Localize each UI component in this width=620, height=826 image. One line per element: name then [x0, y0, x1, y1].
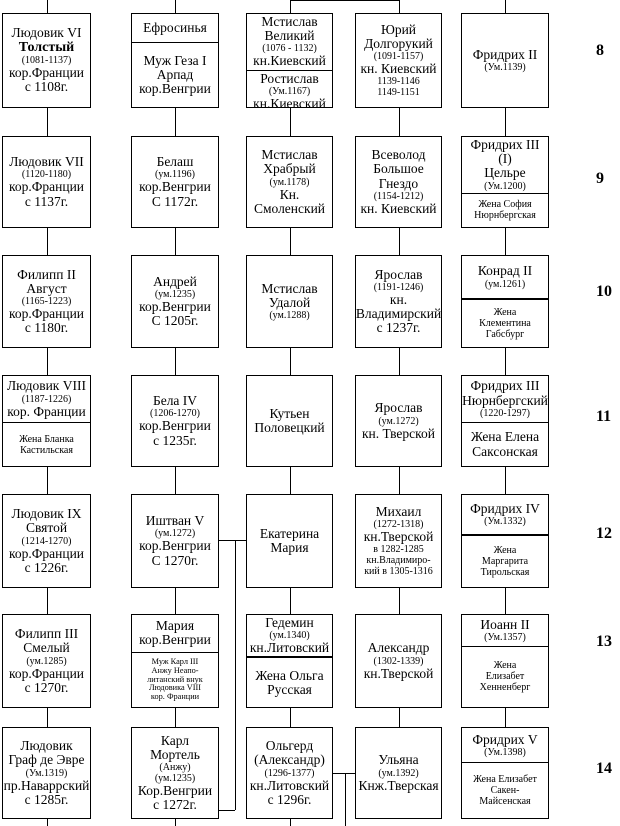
connector-line [47, 108, 48, 136]
person-text-line: (Ум.1398) [484, 746, 526, 758]
person-text-line: пр.Наваррский [3, 777, 90, 793]
person-text-line: кн. Киевский [360, 200, 437, 216]
person-text-line: кн.Киевский [253, 53, 326, 69]
spouse-section [462, 646, 548, 707]
person-text-line: С 1270г. [151, 552, 199, 568]
person-text-line: Владимирский [355, 306, 442, 321]
connector-line [505, 228, 506, 255]
connector-line [175, 0, 176, 13]
person-text-line: кор.Франции [8, 306, 85, 321]
person-text-line: Бела IV [152, 393, 198, 409]
person-text-line: Кн. [279, 186, 300, 202]
person-text-line: (ум.1261) [484, 278, 526, 290]
person-text-line: Жена Елена [470, 429, 540, 445]
person-box [131, 494, 219, 588]
person-text-line: (Александр) [254, 752, 325, 768]
person-text-line: Ростислав [260, 70, 319, 86]
person-text-line: Людовик [20, 738, 73, 754]
person-box [246, 13, 333, 108]
person-text-line: Клементина [479, 317, 531, 329]
person-main [3, 14, 90, 107]
person-text-line: Цельре [484, 165, 526, 181]
person-text-line: (ум.1235) [154, 288, 196, 300]
person-text-line: 1139-1146 [377, 76, 420, 88]
person-main [356, 495, 441, 587]
person-box [355, 255, 442, 348]
connector-line [47, 348, 48, 375]
person-text-line: кор.Франции [8, 179, 85, 195]
person-text-line: Жена Бланка [19, 433, 74, 445]
person-text-line: Кор.Венгрии [137, 783, 213, 798]
person-text-line: Ярослав [374, 266, 423, 282]
person-main [132, 256, 218, 347]
person-main [247, 728, 332, 818]
connector-line [47, 819, 48, 826]
person-text-line: (ум.1272) [154, 528, 196, 540]
person-text-line: Анжу Неапо- [151, 665, 199, 675]
person-text-line: (1081-1137) [21, 55, 72, 67]
person-text-line: с 1226г. [24, 559, 69, 575]
spouse-section [132, 652, 218, 707]
person-box [2, 375, 91, 467]
person-box [355, 13, 442, 108]
person-box [461, 13, 549, 108]
person-text-line: 1149-1151 [377, 87, 420, 99]
person-text-line: (1272-1318) [373, 519, 424, 530]
person-text-line: (Ум.1357) [484, 631, 526, 643]
marriage-line [345, 773, 346, 826]
person-main [3, 256, 90, 347]
person-box [246, 375, 333, 467]
person-box [246, 136, 333, 228]
spouse-section [462, 534, 548, 587]
person-text-line: (1206-1270) [150, 408, 200, 420]
person-text-line: Хенненберг [479, 682, 531, 694]
person-main [132, 615, 218, 652]
person-text-line: кн. Тверской [362, 425, 435, 441]
person-text-line: Кнж.Тверская [358, 777, 439, 793]
person-main [247, 137, 332, 227]
person-text-line: Людовик IX [11, 506, 82, 522]
spouse-section [462, 422, 548, 466]
spouse-section [247, 70, 332, 108]
person-box [131, 255, 219, 348]
person-text-line: с 1237г. [376, 320, 421, 336]
generation-number: 9 [596, 170, 604, 187]
generation-number: 14 [596, 760, 612, 777]
person-text-line: кий в 1305-1316 [364, 566, 433, 578]
person-text-line: Кастильская [20, 444, 73, 456]
person-text-line: Август [26, 280, 67, 296]
marriage-line [290, 0, 399, 1]
connector-line [505, 467, 506, 494]
person-text-line: (1076 - 1132) [262, 43, 317, 55]
person-text-line: Майсенская [479, 796, 531, 808]
person-text-line: С 1172г. [151, 193, 199, 209]
person-main [356, 14, 441, 107]
person-text-line: Нюрнбергская [474, 210, 536, 222]
person-text-line: Мстислав [261, 14, 318, 29]
person-text-line: Мстислав [261, 147, 318, 163]
person-text-line: (1165-1223) [21, 296, 72, 307]
person-main [132, 14, 218, 42]
connector-line [290, 819, 291, 826]
person-text-line: кн. Киевский [360, 61, 437, 77]
person-text-line: Удалой [268, 295, 311, 310]
person-main [356, 728, 441, 818]
person-text-line: Фридрих V [472, 731, 538, 747]
person-text-line: Жена Ольга [255, 667, 324, 683]
person-text-line: (1091-1157) [373, 51, 424, 63]
person-text-line: с 1180г. [24, 320, 69, 336]
person-text-line: кор.Франции [8, 65, 85, 81]
person-text-line: Иштван V [145, 513, 205, 529]
person-text-line: Юрий [380, 21, 417, 37]
person-text-line: с 1285г. [24, 791, 69, 807]
person-box [131, 13, 219, 108]
person-text-line: (Ум.1319) [25, 767, 68, 779]
person-main [462, 495, 548, 534]
person-text-line: с 1108г. [24, 79, 69, 95]
person-box [355, 614, 442, 708]
person-box [246, 494, 333, 588]
spouse-section [247, 656, 332, 707]
person-box [461, 727, 549, 819]
connector-line [290, 228, 291, 255]
person-box [2, 614, 91, 708]
person-text-line: Жена София [478, 199, 532, 211]
connector-line [175, 108, 176, 136]
person-main [462, 728, 548, 762]
spouse-section [3, 422, 90, 466]
person-text-line: (ум.1196) [155, 169, 195, 181]
person-main [3, 728, 90, 818]
person-text-line: (ум.1340) [269, 630, 310, 642]
person-text-line: С 1205г. [151, 313, 199, 329]
person-main [247, 256, 332, 347]
person-box [2, 13, 91, 108]
person-box [461, 614, 549, 708]
person-main [247, 14, 332, 70]
marriage-line [219, 810, 235, 811]
person-box [461, 494, 549, 588]
person-text-line: с 1296г. [267, 791, 312, 807]
person-text-line: Нюрнбергский [462, 392, 548, 408]
person-text-line: Людовик VIII [7, 378, 86, 394]
spouse-section [462, 298, 548, 347]
person-text-line: (Ум.1167) [268, 85, 311, 97]
person-main [3, 615, 90, 707]
person-text-line: с 1137г. [24, 193, 69, 209]
person-text-line: (1154-1212) [373, 190, 424, 202]
person-main [132, 728, 218, 818]
person-text-line: (ум.1285) [26, 655, 67, 667]
person-text-line: (1187-1226) [21, 393, 72, 405]
connector-line [505, 108, 506, 136]
person-main [3, 495, 90, 587]
person-text-line: Филипп II [17, 266, 76, 282]
person-text-line: Михаил [375, 503, 422, 519]
person-text-line: Маргарита [481, 555, 529, 567]
person-text-line: Граф де Эвре [8, 752, 85, 768]
generation-number: 11 [596, 408, 612, 425]
connector-line [175, 588, 176, 614]
generation-number: 12 [596, 525, 612, 542]
generation-number: 8 [596, 42, 604, 59]
person-main [356, 256, 441, 347]
person-box [131, 136, 219, 228]
person-text-line: Елизабет [485, 671, 525, 683]
person-text-line: Екатерина [259, 525, 320, 541]
person-box [355, 375, 442, 467]
person-text-line: Ефросинья [143, 20, 207, 36]
connector-line [290, 708, 291, 727]
person-text-line: кн. [389, 291, 408, 307]
person-text-line: Муж Геза I [143, 52, 207, 68]
generation-number: 13 [596, 633, 612, 650]
person-text-line: Гедемин [265, 615, 314, 630]
person-text-line: (1214-1270) [21, 535, 72, 547]
person-text-line: Габсбург [485, 328, 525, 340]
person-text-line: Фридрих II [472, 46, 538, 62]
person-text-line: (Ум.1139) [484, 62, 526, 74]
person-box [355, 494, 442, 588]
connector-line [175, 228, 176, 255]
person-box [461, 255, 549, 348]
person-text-line: в 1282-1285 [373, 544, 424, 556]
person-main [3, 137, 90, 227]
person-text-line: Жена [493, 660, 517, 672]
person-text-line: Половецкий [254, 420, 325, 435]
person-box [461, 136, 549, 228]
person-text-line: Тирольская [480, 566, 530, 578]
person-text-line: (1296-1377) [264, 767, 315, 779]
person-text-line: Долгорукий [364, 35, 433, 51]
spouse-section [132, 42, 218, 107]
person-text-line: (ум.1392) [378, 767, 419, 779]
person-text-line: кор.Венгрии [139, 81, 211, 97]
person-box [246, 727, 333, 819]
person-text-line: Смоленский [253, 200, 326, 216]
person-main [132, 376, 218, 466]
person-text-line: Святой [25, 520, 68, 536]
connector-line [399, 467, 400, 494]
person-text-line: (ум.1235) [154, 773, 196, 784]
person-text-line: Иоанн II [480, 616, 530, 632]
person-text-line: Мария [155, 618, 195, 634]
person-box [246, 255, 333, 348]
person-box [131, 614, 219, 708]
person-text-line: (1220-1297) [480, 407, 530, 419]
person-text-line: Ярослав [374, 400, 423, 416]
person-text-line: Фридрих IV [470, 500, 540, 516]
person-box [131, 727, 219, 819]
person-text-line: Арпад [156, 67, 194, 83]
connector-line [399, 708, 400, 727]
connector-line [505, 0, 506, 13]
person-text-line: кор.Венгрии [139, 179, 211, 195]
person-text-line: Ольгерд [265, 738, 314, 754]
person-text-line: с 1272г. [153, 797, 197, 813]
connector-line [399, 588, 400, 614]
person-text-line: кор.Венгрии [139, 298, 211, 314]
person-text-line: литанский внук [147, 674, 203, 684]
person-main [132, 495, 218, 587]
person-text-line: с 1270г. [24, 679, 69, 695]
person-text-line: Фридрих III (I) [470, 137, 540, 167]
person-text-line: Мстислав [261, 280, 318, 296]
person-text-line: кор.Франции [8, 665, 85, 681]
person-text-line: Большое [373, 161, 424, 177]
person-text-line: (ум.1288) [269, 310, 310, 322]
person-text-line: Фридрих III [470, 378, 540, 394]
person-box [2, 136, 91, 228]
connector-line [47, 708, 48, 727]
person-text-line: (Ум.1332) [484, 516, 526, 528]
person-text-line: Мортель [150, 746, 200, 762]
person-text-line: Белаш [156, 154, 194, 170]
person-text-line: Кутьен [269, 405, 310, 421]
person-main [462, 14, 548, 107]
person-box [131, 375, 219, 467]
person-text-line: Саксонская [472, 443, 538, 459]
person-text-line: Гнездо [378, 175, 419, 191]
person-box [2, 494, 91, 588]
person-text-line: Всеволод [371, 147, 426, 163]
person-text-line: (1191-1246) [373, 281, 424, 293]
person-text-line: с 1235г. [153, 432, 197, 448]
person-text-line: кн.Владимиро- [366, 555, 431, 567]
person-text-line: Толстый [18, 39, 75, 55]
person-box [355, 136, 442, 228]
person-text-line: Русская [267, 681, 312, 697]
person-text-line: кор.Венгрии [139, 418, 211, 434]
person-text-line: Жена [493, 306, 517, 318]
person-text-line: кн.Киевский [253, 95, 326, 108]
spouse-section [462, 193, 548, 227]
person-text-line: Александр [367, 640, 430, 656]
person-text-line: Людовика VIII [148, 683, 202, 693]
person-main [132, 137, 218, 227]
person-main [462, 376, 548, 422]
person-main [3, 376, 90, 422]
connector-line [399, 108, 400, 136]
person-main [356, 137, 441, 227]
connector-line [47, 228, 48, 255]
marriage-line [219, 540, 247, 541]
person-box [461, 375, 549, 467]
connector-line [399, 348, 400, 375]
person-text-line: Жена Елизабет [473, 774, 537, 786]
connector-line [47, 0, 48, 13]
connector-line [47, 467, 48, 494]
person-text-line: кн.Литовский [249, 640, 330, 656]
person-text-line: Конрад II [477, 263, 533, 279]
person-text-line: Муж Карл III [151, 657, 199, 667]
connector-line [505, 348, 506, 375]
person-text-line: Андрей [153, 273, 197, 289]
connector-line [47, 588, 48, 614]
generation-number: 10 [596, 283, 612, 300]
person-text-line: Мария [270, 540, 309, 555]
person-box [2, 727, 91, 819]
person-text-line: Жена [493, 544, 517, 556]
connector-line [505, 708, 506, 727]
person-main [247, 615, 332, 656]
person-text-line: (ум.1178) [269, 176, 310, 188]
person-main [462, 256, 548, 298]
person-text-line: Смелый [23, 640, 70, 656]
spouse-section [462, 762, 548, 818]
person-box [2, 255, 91, 348]
connector-line [175, 708, 176, 727]
connector-line [290, 467, 291, 494]
person-text-line: (Анжу) [159, 762, 191, 773]
person-text-line: Великий [264, 28, 315, 44]
connector-line [175, 467, 176, 494]
person-main [356, 376, 441, 466]
person-text-line: (1120-1180) [21, 169, 72, 181]
connector-line [175, 819, 176, 826]
person-text-line: Карл [160, 732, 190, 748]
person-text-line: Ульяна [378, 752, 419, 768]
person-text-line: кн.Литовский [249, 777, 330, 793]
connector-line [290, 108, 291, 136]
person-main [247, 376, 332, 466]
marriage-line [333, 773, 355, 774]
connector-line [290, 348, 291, 375]
connector-line [290, 0, 291, 13]
person-text-line: Филипп III [14, 626, 79, 642]
person-text-line: (ум.1272) [378, 415, 419, 427]
person-main [462, 137, 548, 193]
person-text-line: (Ум.1200) [484, 180, 526, 192]
person-box [355, 727, 442, 819]
connector-line [175, 348, 176, 375]
person-text-line: Людовик VI [11, 25, 82, 41]
marriage-line [235, 540, 236, 810]
person-text-line: кор.Венгрии [139, 538, 211, 554]
person-text-line: Людовик VII [9, 154, 84, 170]
person-main [462, 615, 548, 646]
person-text-line: кн.Тверской [363, 529, 434, 544]
person-text-line: кор.Венгрии [139, 632, 211, 648]
person-text-line: кн.Тверской [363, 665, 434, 681]
person-box [246, 614, 333, 708]
connector-line [399, 0, 400, 13]
person-text-line: кор. Франции [7, 403, 86, 419]
connector-line [399, 228, 400, 255]
person-text-line: кор.Франции [8, 545, 85, 561]
person-main [247, 495, 332, 587]
person-text-line: (1302-1339) [373, 655, 424, 667]
person-text-line: Сакен- [490, 785, 520, 797]
person-text-line: кор. Франции [150, 691, 200, 701]
connector-line [290, 588, 291, 614]
person-text-line: Храбрый [263, 161, 316, 177]
person-main [356, 615, 441, 707]
connector-line [505, 588, 506, 614]
